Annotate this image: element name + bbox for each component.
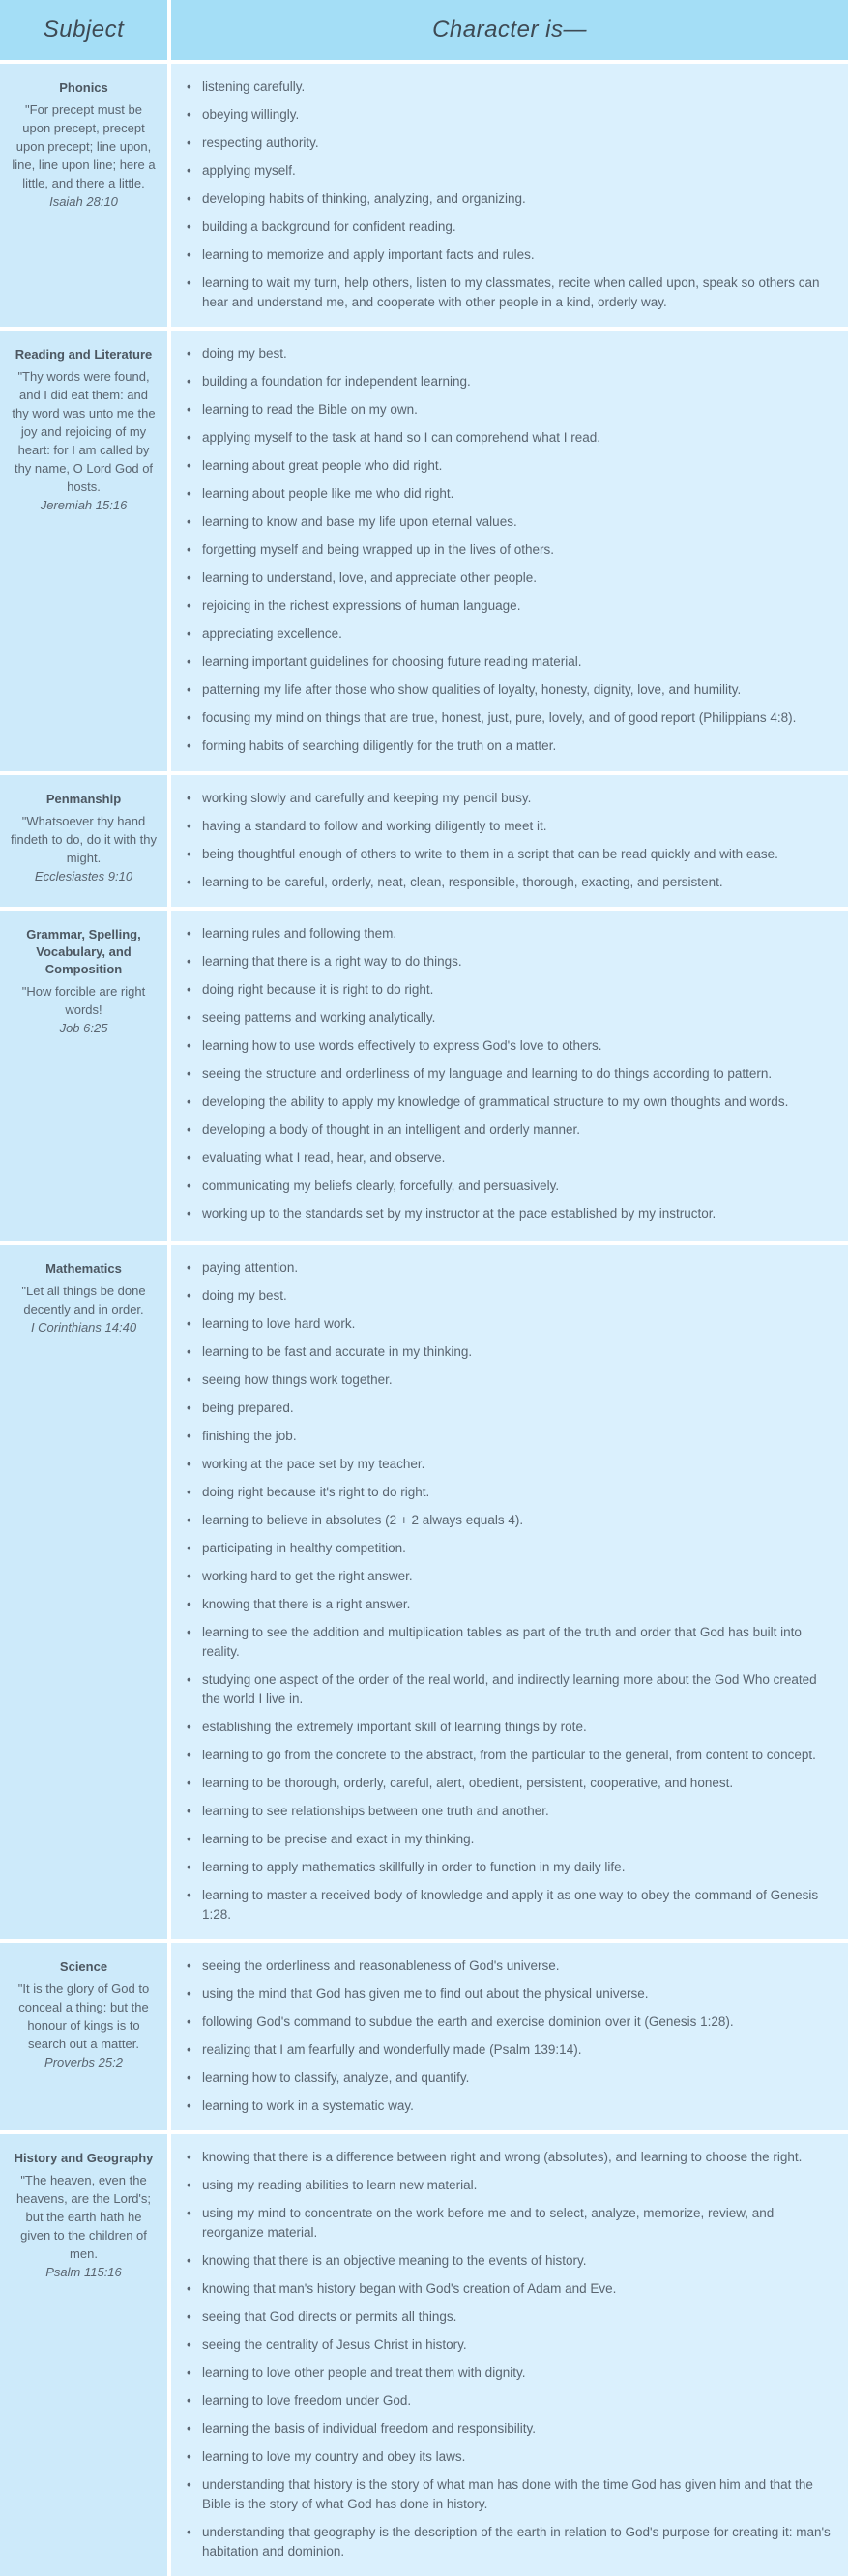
character-trait-item: • realizing that I am fearfully and wonderfully made (Psalm 139:14). xyxy=(187,2041,831,2060)
character-trait-item: • focusing my mind on things that are true, honest, just, pure, lovely, and of good report (Philippians 4:8). xyxy=(187,709,831,728)
character-trait-item: • doing right because it is right to do right. xyxy=(187,980,831,999)
character-trait-item: • doing my best. xyxy=(187,1287,831,1306)
character-trait-list xyxy=(187,2148,831,2562)
character-trait-item: • seeing how things work together. xyxy=(187,1371,831,1390)
character-trait-item: • learning to work in a systematic way. xyxy=(187,2097,831,2116)
subject-verse-reference: Isaiah 28:10 xyxy=(49,194,118,209)
character-trait-item: • using my reading abilities to learn new material. xyxy=(187,2176,831,2195)
character-trait-item: • working hard to get the right answer. xyxy=(187,1567,831,1586)
character-trait-item: • learning rules and following them. xyxy=(187,924,831,943)
character-trait-item: • learning to apply mathematics skillfully in order to function in my daily life. xyxy=(187,1858,831,1877)
character-trait-item: • learning to see the addition and multiplication tables as part of the truth and order that God has built into reality. xyxy=(187,1623,831,1662)
subject-cell xyxy=(0,1245,167,1939)
character-trait-item: • learning to understand, love, and appreciate other people. xyxy=(187,568,831,588)
subject-cell xyxy=(0,64,167,327)
column-header-subject: Subject xyxy=(43,16,125,43)
character-trait-item: • understanding that history is the story of what man has done with the time God has given him and that the Bible is the story of what God has done in history. xyxy=(187,2475,831,2514)
character-trait-item: • participating in healthy competition. xyxy=(187,1539,831,1558)
character-trait-item: • learning to love other people and treat them with dignity. xyxy=(187,2363,831,2383)
character-trait-item: • being thoughtful enough of others to write to them in a script that can be read quickly and with ease. xyxy=(187,845,831,864)
character-trait-item: • forming habits of searching diligently for the truth on a matter. xyxy=(187,737,831,756)
subject-title: History and Geography xyxy=(14,2151,154,2165)
subject-cell xyxy=(0,775,167,907)
character-trait-item: • using my mind to concentrate on the work before me and to select, analyze, memorize, review, and reorganize material. xyxy=(187,2204,831,2243)
subject-title: Mathematics xyxy=(45,1261,122,1276)
character-trait-item: • learning that there is a right way to do things. xyxy=(187,952,831,971)
subject-cell xyxy=(0,911,167,1241)
character-trait-item: • knowing that man's history began with God's creation of Adam and Eve. xyxy=(187,2279,831,2299)
character-trait-item: • learning to read the Bible on my own. xyxy=(187,400,831,420)
character-cell xyxy=(171,775,848,907)
subject-cell xyxy=(0,2134,167,2576)
subject-cell xyxy=(0,331,167,771)
character-trait-item: • respecting authority. xyxy=(187,133,831,153)
character-trait-item: • building a background for confident reading. xyxy=(187,217,831,237)
character-trait-item: • developing the ability to apply my knowledge of grammatical structure to my own thoughts and words. xyxy=(187,1092,831,1112)
character-trait-item: • learning to love hard work. xyxy=(187,1315,831,1334)
character-trait-list xyxy=(187,1956,831,2116)
subject-verse: "It is the glory of God to conceal a thing: but the honour of kings is to search out a matter. xyxy=(17,1982,150,2051)
character-trait-item: • listening carefully. xyxy=(187,77,831,97)
character-trait-list xyxy=(187,1259,831,1925)
character-trait-item: • evaluating what I read, hear, and observe. xyxy=(187,1148,831,1168)
header-cell-subject xyxy=(0,0,167,60)
character-trait-item: • finishing the job. xyxy=(187,1427,831,1446)
character-trait-item: • learning to know and base my life upon eternal values. xyxy=(187,512,831,532)
subject-title: Reading and Literature xyxy=(15,347,153,362)
subject-verse: "How forcible are right words! xyxy=(21,984,146,1017)
character-trait-list xyxy=(187,344,831,756)
character-trait-list xyxy=(187,924,831,1224)
subject-title: Phonics xyxy=(59,80,108,95)
subject-title: Penmanship xyxy=(45,792,122,806)
character-trait-item: • knowing that there is a difference between right and wrong (absolutes), and learning to choose the right. xyxy=(187,2148,831,2167)
character-trait-list xyxy=(187,77,831,312)
character-trait-item: • learning to memorize and apply important facts and rules. xyxy=(187,246,831,265)
subject-verse-reference: Jeremiah 15:16 xyxy=(40,498,128,512)
character-trait-item: • learning how to use words effectively to express God's love to others. xyxy=(187,1036,831,1056)
subject-verse: "Whatsoever thy hand findeth to do, do it with thy might. xyxy=(10,814,158,865)
character-cell xyxy=(171,331,848,771)
character-trait-item: • applying myself. xyxy=(187,161,831,181)
character-trait-item: • appreciating excellence. xyxy=(187,624,831,644)
character-trait-item: • having a standard to follow and working diligently to meet it. xyxy=(187,817,831,836)
character-trait-item: • learning to be careful, orderly, neat, clean, responsible, thorough, exacting, and persistent. xyxy=(187,873,831,892)
character-trait-item: • learning important guidelines for choosing future reading material. xyxy=(187,652,831,672)
character-trait-item: • seeing that God directs or permits all things. xyxy=(187,2307,831,2327)
character-cell xyxy=(171,911,848,1241)
character-trait-item: • studying one aspect of the order of the real world, and indirectly learning more about the God Who created the world I live in. xyxy=(187,1670,831,1709)
subject-verse: "The heaven, even the heavens, are the Lord's; but the earth hath he given to the children of men. xyxy=(15,2173,152,2261)
character-trait-item: • developing habits of thinking, analyzing, and organizing. xyxy=(187,189,831,209)
character-trait-item: • seeing patterns and working analytically. xyxy=(187,1008,831,1028)
character-trait-item: • patterning my life after those who show qualities of loyalty, honesty, dignity, love, and humility. xyxy=(187,680,831,700)
character-trait-item: • developing a body of thought in an intelligent and orderly manner. xyxy=(187,1120,831,1140)
subject-verse-reference: Ecclesiastes 9:10 xyxy=(34,869,133,883)
character-trait-item: • learning about great people who did right. xyxy=(187,456,831,476)
character-trait-item: • learning to love freedom under God. xyxy=(187,2391,831,2411)
character-trait-item: • learning to go from the concrete to the abstract, from the particular to the general, from content to concept. xyxy=(187,1746,831,1765)
character-trait-item: • seeing the structure and orderliness of my language and learning to do things according to pattern. xyxy=(187,1064,831,1084)
character-trait-item: • seeing the orderliness and reasonableness of God's universe. xyxy=(187,1956,831,1976)
character-trait-item: • learning to be precise and exact in my thinking. xyxy=(187,1830,831,1849)
character-trait-item: • following God's command to subdue the earth and exercise dominion over it (Genesis 1:28). xyxy=(187,2012,831,2032)
character-trait-item: • paying attention. xyxy=(187,1259,831,1278)
character-trait-item: • learning to see relationships between one truth and another. xyxy=(187,1802,831,1821)
character-trait-item: • doing right because it's right to do right. xyxy=(187,1483,831,1502)
subject-verse-reference: Job 6:25 xyxy=(59,1021,108,1035)
subject-verse-reference: Psalm 115:16 xyxy=(45,2265,122,2279)
character-cell xyxy=(171,64,848,327)
character-trait-item: • working at the pace set by my teacher. xyxy=(187,1455,831,1474)
character-trait-item: • building a foundation for independent learning. xyxy=(187,372,831,391)
subject-verse: "Let all things be done decently and in order. xyxy=(21,1284,146,1317)
character-trait-item: • learning about people like me who did right. xyxy=(187,484,831,504)
character-trait-item: • learning to be thorough, orderly, careful, alert, obedient, persistent, cooperative, and honest. xyxy=(187,1774,831,1793)
character-trait-item: • seeing the centrality of Jesus Christ in history. xyxy=(187,2335,831,2355)
character-trait-item: • working slowly and carefully and keeping my pencil busy. xyxy=(187,789,831,808)
character-trait-item: • establishing the extremely important skill of learning things by rote. xyxy=(187,1718,831,1737)
character-trait-item: • learning the basis of individual freedom and responsibility. xyxy=(187,2419,831,2439)
character-trait-item: • learning to believe in absolutes (2 + 2 always equals 4). xyxy=(187,1511,831,1530)
character-trait-item: • knowing that there is a right answer. xyxy=(187,1595,831,1614)
subject-verse-reference: Proverbs 25:2 xyxy=(44,2055,123,2069)
character-cell xyxy=(171,2134,848,2576)
character-trait-list xyxy=(187,789,831,892)
column-header-character: Character is— xyxy=(432,16,587,43)
character-cell xyxy=(171,1245,848,1939)
character-trait-item: • being prepared. xyxy=(187,1399,831,1418)
character-cell xyxy=(171,1943,848,2130)
character-trait-item: • working up to the standards set by my instructor at the pace established by my instructor. xyxy=(187,1204,831,1224)
character-trait-item: • learning how to classify, analyze, and quantify. xyxy=(187,2069,831,2088)
character-trait-item: • applying myself to the task at hand so I can comprehend what I read. xyxy=(187,428,831,448)
subject-verse: "Thy words were found, and I did eat them: and thy word was unto me the joy and rejoicing of my heart: for I am called by thy name, O Lord God of hosts. xyxy=(12,369,156,494)
subject-verse: "For precept must be upon precept, precept upon precept; line upon, line, line upon line; here a little, and there a little. xyxy=(12,102,156,190)
character-trait-item: • learning to be fast and accurate in my thinking. xyxy=(187,1343,831,1362)
subject-cell xyxy=(0,1943,167,2130)
character-trait-item: • learning to wait my turn, help others, listen to my classmates, recite when called upon, speak so others can hear and understand me, and cooperate with other people in a kind, orderly way. xyxy=(187,274,831,312)
subject-title: Grammar, Spelling, Vocabulary, and Composition xyxy=(26,927,141,976)
character-trait-item: • obeying willingly. xyxy=(187,105,831,125)
header-cell-character xyxy=(171,0,848,60)
character-trait-item: • understanding that geography is the description of the earth in relation to God's purpose for creating it: man's habitation and dominion. xyxy=(187,2523,831,2562)
character-trait-item: • learning to master a received body of knowledge and apply it as one way to obey the command of Genesis 1:28. xyxy=(187,1886,831,1925)
character-trait-item: • forgetting myself and being wrapped up in the lives of others. xyxy=(187,540,831,560)
character-trait-item: • rejoicing in the richest expressions of human language. xyxy=(187,596,831,616)
character-trait-item: • knowing that there is an objective meaning to the events of history. xyxy=(187,2251,831,2271)
character-trait-item: • learning to love my country and obey its laws. xyxy=(187,2447,831,2467)
subject-title: Science xyxy=(59,1959,108,1974)
character-trait-item: • using the mind that God has given me to find out about the physical universe. xyxy=(187,1984,831,2004)
character-trait-item: • communicating my beliefs clearly, forcefully, and persuasively. xyxy=(187,1176,831,1196)
character-trait-item: • doing my best. xyxy=(187,344,831,363)
subject-verse-reference: I Corinthians 14:40 xyxy=(30,1320,137,1335)
